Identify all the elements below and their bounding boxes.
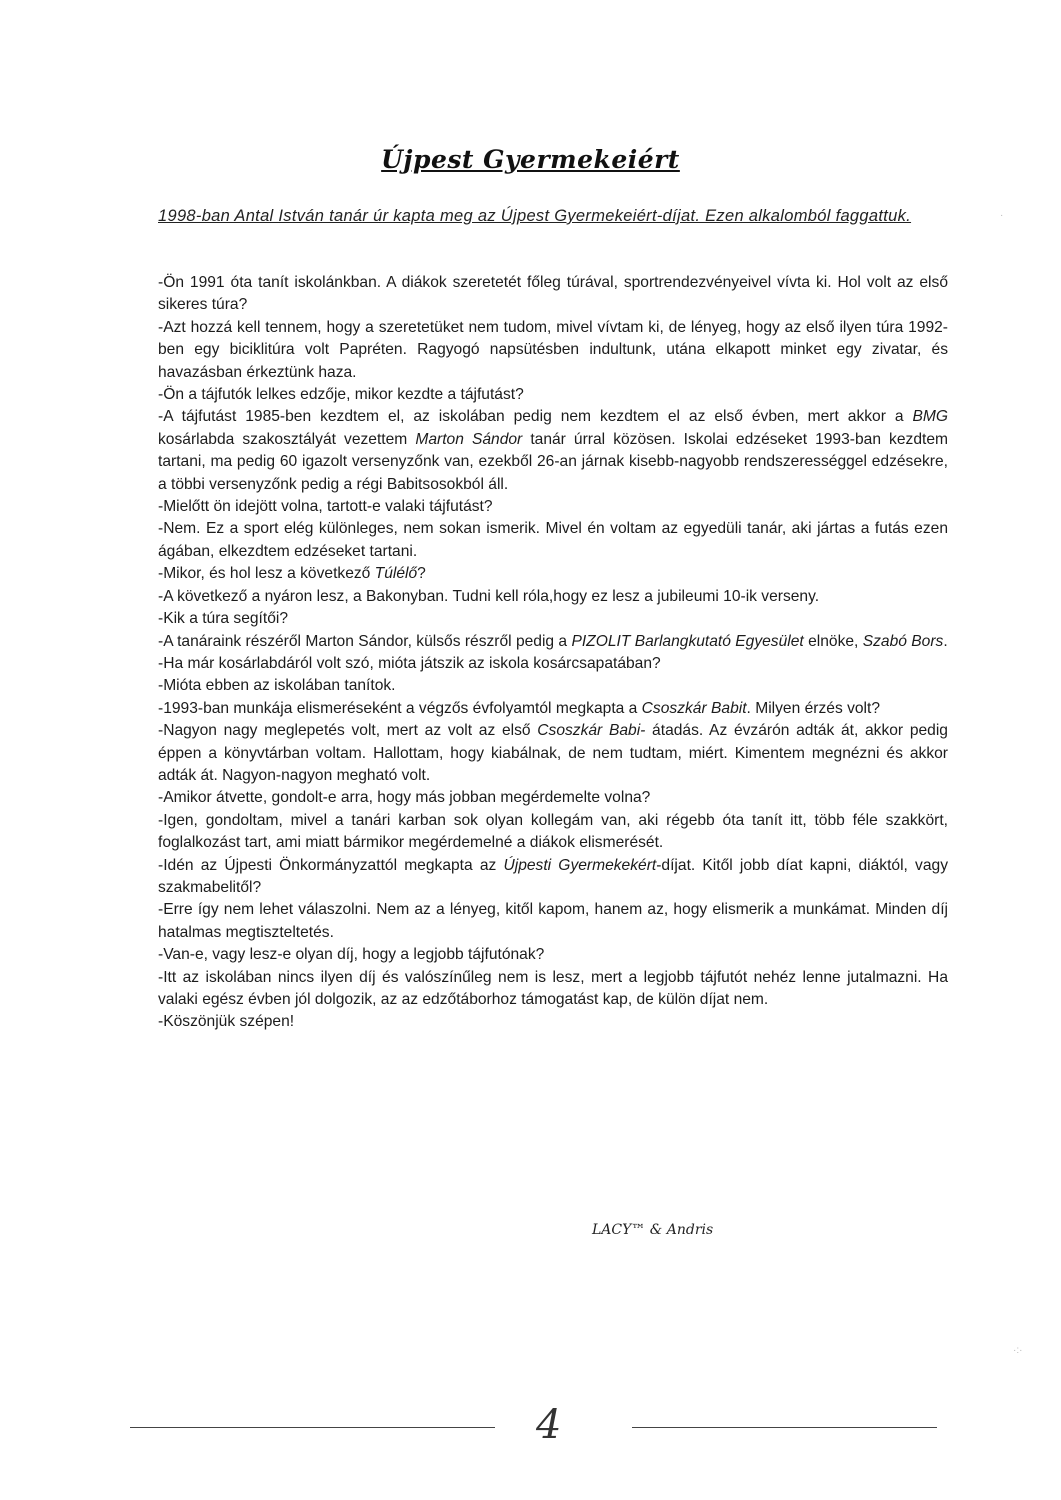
text-run: -Ön 1991 óta tanít iskolánkban. A diákok szeretetét főleg túrával, sportrendezvényeivel vívta ki. Hol volt az első sikeres túra?	[158, 274, 948, 314]
interview-paragraph	[158, 406, 948, 496]
interview-paragraph	[158, 496, 948, 518]
text-run: -Amikor átvette, gondolt-e arra, hogy más jobban megérdemelte volna?	[158, 789, 651, 807]
text-run: -Nem. Ez a sport elég különleges, nem sokan ismerik. Mivel én voltam az egyedüli tanár, aki jártas a futás ezen ágában, elkezdtem edzéseket tartani.	[158, 520, 948, 560]
text-run: -Itt az iskolában nincs ilyen díj és valószínűleg nem is lesz, mert a legjobb tájfutót nehéz lenne jutalmazni. Ha valaki egész évben jól dolgozik, az az edzőtáborhoz támogatást kap, de külön díjat nem.	[158, 968, 948, 1008]
interview-paragraph	[158, 967, 948, 1012]
author-signature: LACY™ & Andris	[592, 1222, 714, 1238]
italic-run: BMG	[912, 408, 948, 426]
italic-run: PIZOLIT Barlangkutató Egyesület	[571, 632, 804, 650]
article-intro: 1998-ban Antal István tanár úr kapta meg az Újpest Gyermekeiért-díjat. Ezen alkalomból faggattuk.	[158, 207, 912, 225]
text-run: elnöke,	[803, 632, 863, 650]
interview-paragraph	[158, 586, 948, 608]
interview-paragraph	[158, 720, 948, 787]
interview-paragraph	[158, 855, 948, 900]
italic-run: Szabó Bors	[862, 632, 944, 650]
italic-run: Csoszkár Babit	[641, 699, 747, 717]
text-run: -Ha már kosárlabdáról volt szó, mióta játszik az iskola kosárcsapatában?	[158, 654, 661, 672]
text-run: -Köszönjük szépen!	[158, 1013, 295, 1031]
text-run: -Kik a túra segítői?	[158, 610, 289, 628]
italic-run: Újpesti Gyermekekért	[503, 856, 657, 874]
italic-run: Túlélő	[374, 565, 418, 583]
scan-speck: ·	[1000, 210, 1004, 221]
text-run: átadás. Az évzárón adták át, akkor pedig éppen a könyvtárban voltam. Hallottam, hogy kiabálnak, de nem tudtam, miért. Kimentem megnézni és akkor adták át. Nagyon-nagyon megható volt.	[158, 722, 948, 784]
text-run: -A tájfutást 1985-ben kezdtem el, az iskolában pedig nem kezdtem el az első évben, mert akkor a	[158, 408, 913, 426]
text-run: -Nagyon nagy meglepetés volt, mert az volt az első	[158, 722, 538, 740]
interview-paragraph	[158, 384, 948, 406]
text-run: . Milyen érzés volt?	[746, 699, 881, 717]
text-run: -Erre így nem lehet válaszolni. Nem az a lényeg, kitől kapom, hanem az, hogy elismerik a munkámat. Minden díj hatalmas megtiszteltetés.	[158, 901, 948, 941]
text-run: -díjat. Kitől jobb díat kapni, diáktól, vagy szakmabelitől?	[158, 856, 948, 896]
text-run: -Azt hozzá kell tennem, hogy a szeretetüket nem tudom, mivel vívtam ki, de lényeg, hogy az első ilyen túra 1992-ben egy biciklitúra volt Papréten. Ragyogó napsütésben indultunk, utána elkapott minket egy zivatar, és havazásban érkeztünk haza.	[158, 318, 948, 381]
footer-rule-left	[130, 1427, 495, 1428]
text-run: -Mielőtt ön idejött volna, tartott-e valaki tájfutást?	[158, 498, 493, 516]
text-run: -Igen, gondoltam, mivel a tanári karban sok olyan kollegám van, aki régebb óta tanít itt, több féle szakkört, foglalkozást tart, ami miatt bármikor megérdemelné a diákok elismerését.	[158, 811, 948, 852]
interview-paragraph	[158, 563, 948, 585]
interview-paragraph	[158, 631, 948, 653]
interview-paragraph	[158, 899, 948, 944]
interview-paragraph	[158, 675, 948, 697]
page-number: 4	[536, 1402, 562, 1448]
text-run: -Van-e, vagy lesz-e olyan díj, hogy a legjobb tájfutónak?	[158, 946, 545, 964]
text-run: ?	[417, 565, 426, 583]
italic-run: Csoszkár Babi-	[537, 722, 646, 740]
text-run: -Ön a tájfutók lelkes edzője, mikor kezdte a tájfutást?	[158, 386, 524, 404]
interview-body	[158, 272, 948, 1034]
interview-paragraph	[158, 317, 948, 384]
interview-paragraph	[158, 944, 948, 966]
italic-run: Marton Sándor	[415, 430, 523, 448]
text-run: -A következő a nyáron lesz, a Bakonyban. Tudni kell róla,hogy ez lesz a jubileumi 10-ik verseny.	[158, 587, 820, 605]
article-title: Újpest Gyermekeiért	[381, 145, 680, 174]
interview-paragraph	[158, 272, 948, 317]
interview-paragraph	[158, 518, 948, 563]
interview-paragraph	[158, 608, 948, 630]
footer-rule-right	[632, 1427, 937, 1428]
scan-speck: ·:·	[1013, 1345, 1023, 1356]
text-run: -A tanáraink részéről Marton Sándor, külsős részről pedig a	[158, 632, 572, 650]
interview-paragraph	[158, 698, 948, 720]
text-run: -Mikor, és hol lesz a következő	[158, 565, 375, 583]
interview-paragraph	[158, 653, 948, 675]
text-run: kosárlabda szakosztályát vezettem	[158, 430, 416, 448]
text-run: -Idén az Újpesti Önkormányzattól megkapta az	[158, 856, 504, 874]
interview-paragraph	[158, 1011, 948, 1033]
text-run: -1993-ban munkája elismeréseként a végzős évfolyamtól megkapta a	[158, 699, 642, 717]
interview-paragraph	[158, 810, 948, 855]
text-run: tanár úrral közösen. Iskolai edzéseket 1993-ban kezdtem tartani, ma pedig 60 igazolt versenyzőnk van, ezekből 26-an járnak kisebb-nagyobb rendszerességgel edzésekre, a többi versenyzőnk pedig a régi Babitsosokból áll.	[158, 430, 948, 493]
interview-paragraph	[158, 787, 948, 809]
text-run: -Mióta ebben az iskolában tanítok.	[158, 677, 396, 695]
text-run: .	[943, 632, 948, 650]
